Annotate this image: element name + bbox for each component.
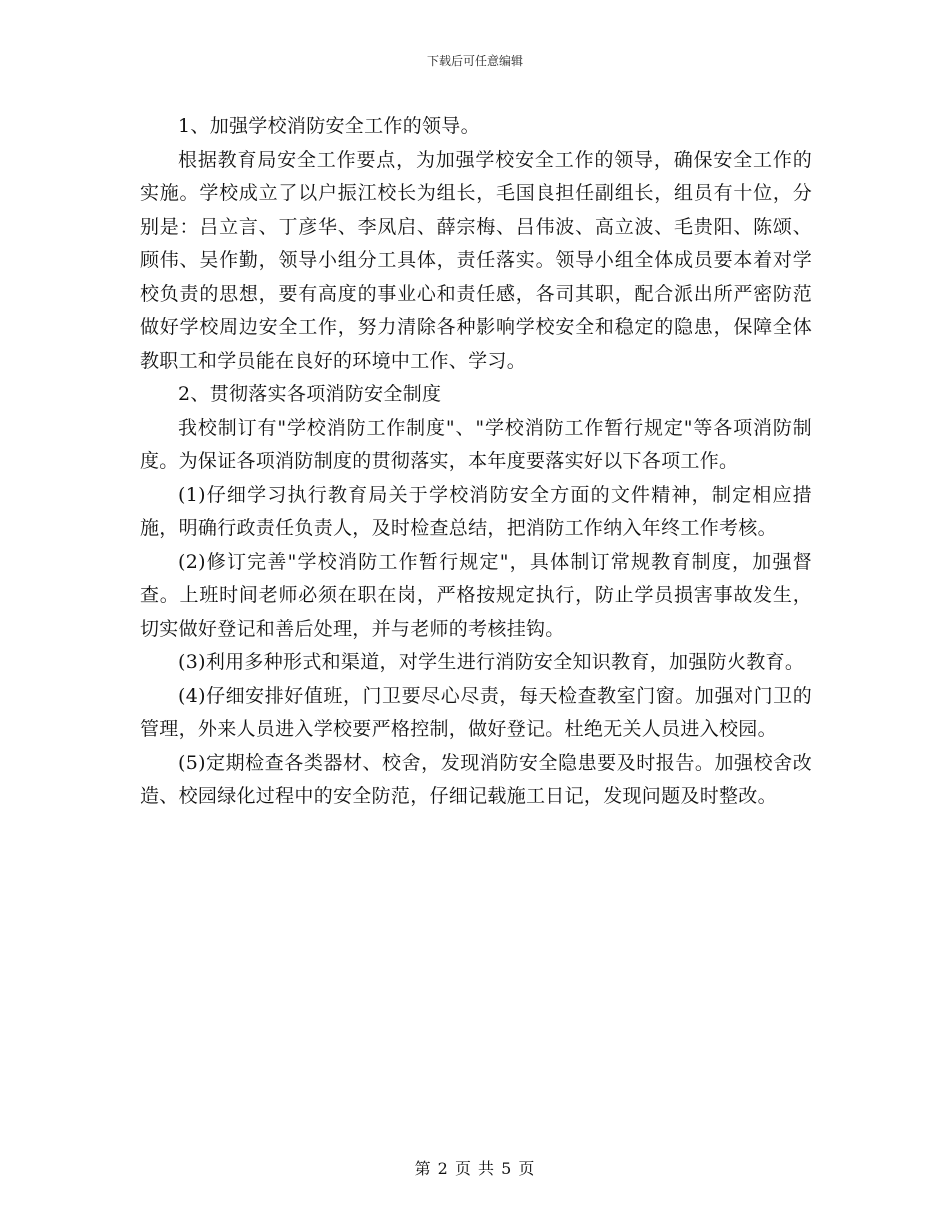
list-item-1: (1)仔细学习执行教育局关于学校消防安全方面的文件精神，制定相应措施，明确行政责任负责人，及时检查总结，把消防工作纳入年终工作考核。 (140, 483, 812, 539)
page-header: 下载后可任意编辑 (426, 54, 523, 68)
page-number: 第 2 页 共 5 页 (414, 1159, 536, 1178)
paragraph-regulations: 我校制订有"学校消防工作制度"、"学校消防工作暂行规定"等各项消防制度。为保证各项消防制度的贯彻落实，本年度要落实好以下各项工作。 (140, 416, 812, 472)
document-body (140, 110, 812, 814)
list-item-4: (4)仔细安排好值班，门卫要尽心尽责，每天检查教室门窗。加强对门卫的管理，外来人员进入学校要严格控制，做好登记。杜绝无关人员进入校园。 (140, 684, 812, 740)
list-item-5: (5)定期检查各类器材、校舍，发现消防安全隐患要及时报告。加强校舍改造、校园绿化过程中的安全防范，仔细记载施工日记，发现问题及时整改。 (140, 751, 812, 807)
list-item-2: (2)修订完善"学校消防工作暂行规定"，具体制订常规教育制度，加强督查。上班时间老师必须在职在岗，严格按规定执行，防止学员损害事故发生，切实做好登记和善后处理，并与老师的考核挂钩。 (140, 550, 812, 640)
list-item-3: (3)利用多种形式和渠道，对学生进行消防安全知识教育，加强防火教育。 (178, 651, 805, 673)
section-heading-1: 1、加强学校消防安全工作的领导。 (178, 115, 480, 137)
section-heading-2: 2、贯彻落实各项消防安全制度 (178, 383, 442, 405)
paragraph-leadership: 根据教育局安全工作要点，为加强学校安全工作的领导，确保安全工作的实施。学校成立了以户振江校长为组长，毛国良担任副组长，组员有十位，分别是：吕立言、丁彦华、李凤启、薛宗梅、吕伟波、高立波、毛贵阳、陈颂、顾伟、吴作勤，领导小组分工具体，责任落实。领导小组全体成员要本着对学校负责的思想，要有高度的事业心和责任感，各司其职，配合派出所严密防范做好学校周边安全工作，努力清除各种影响学校安全和稳定的隐患，保障全体教职工和学员能在良好的环境中工作、学习。 (140, 148, 812, 372)
